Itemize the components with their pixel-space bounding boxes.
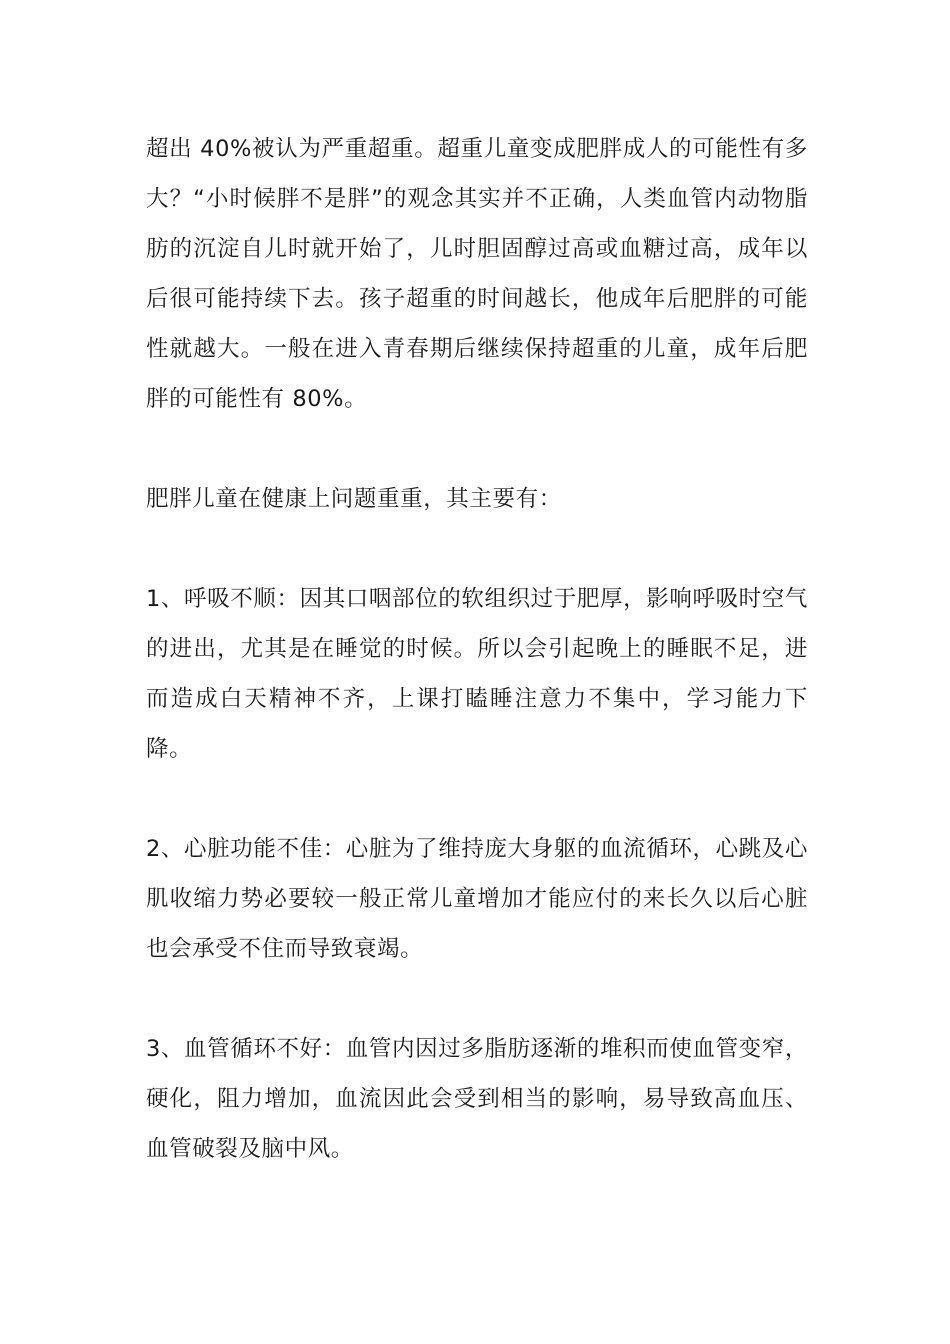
paragraph-item-blood-vessels: 3、血管循环不好：血管内因过多脂肪逐渐的堆积而使血管变窄，硬化，阻力增加，血流因此会受到相当的影响，易导致高血压、血管破裂及脑中风。 xyxy=(146,1036,808,1162)
paragraph-spacer xyxy=(146,424,808,474)
paragraph-health-problems-heading: 肥胖儿童在健康上问题重重，其主要有： xyxy=(146,486,562,512)
paragraph-spacer xyxy=(146,524,808,574)
document-body xyxy=(146,124,808,1174)
paragraph-item-heart: 2、心脏功能不佳：心脏为了维持庞大身躯的血流循环，心跳及心肌收缩力势必要较一般正常儿童增加才能应付的来长久以后心脏也会承受不住而导致衰竭。 xyxy=(146,836,808,962)
paragraph-spacer xyxy=(146,774,808,824)
paragraph-item-breathing: 1、呼吸不顺：因其口咽部位的软组织过于肥厚，影响呼吸时空气的进出，尤其是在睡觉的时候。所以会引起晚上的睡眠不足，进而造成白天精神不齐，上课打瞌睡注意力不集中，学习能力下降。 xyxy=(146,586,808,762)
paragraph-overweight-intro: 超出 40%被认为严重超重。超重儿童变成肥胖成人的可能性有多大？“小时候胖不是胖”的观念其实并不正确，人类血管内动物脂肪的沉淀自儿时就开始了，儿时胆固醇过高或血糖过高，成年以后很可能持续下去。孩子超重的时间越长，他成年后肥胖的可能性就越大。一般在进入青春期后继续保持超重的儿童，成年后肥胖的可能性有 80%。 xyxy=(146,136,808,412)
paragraph-spacer xyxy=(146,974,808,1024)
